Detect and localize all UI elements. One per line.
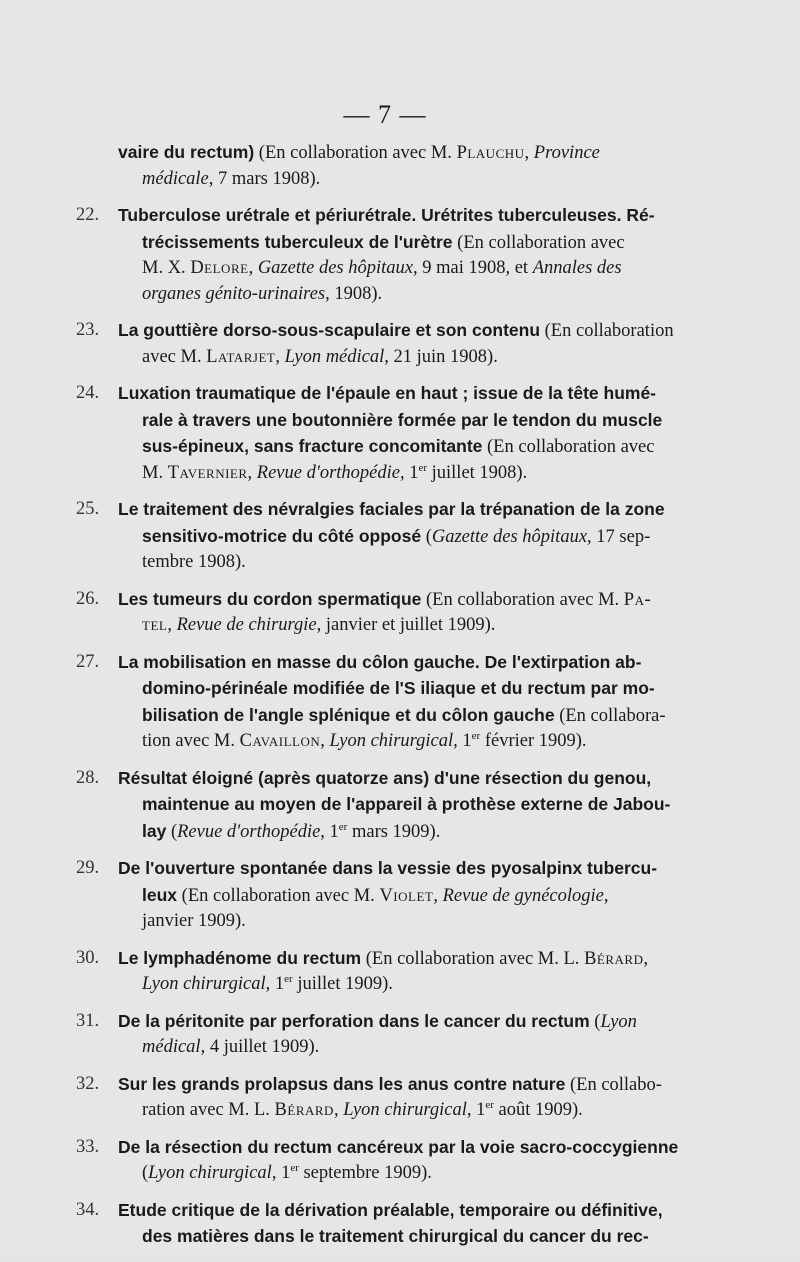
bibliography-entry	[0, 1072, 800, 1124]
text-segment: (En collabo-	[565, 1074, 662, 1095]
text-segment: Province	[533, 143, 600, 163]
text-segment: (	[421, 526, 432, 547]
text-segment: ,	[320, 731, 330, 751]
entry-line	[118, 1135, 700, 1162]
text-segment: er	[418, 461, 428, 474]
entry-number: 28.	[76, 767, 100, 788]
bibliography-entry	[0, 497, 800, 576]
text-segment: (	[166, 821, 178, 842]
entry-line	[118, 408, 700, 435]
text-segment: ,	[524, 143, 534, 163]
entry-line	[118, 946, 700, 973]
text-segment: Les tumeurs du cordon spermatique	[118, 588, 422, 609]
bibliography-entry	[0, 1009, 800, 1061]
text-segment: tembre 1908).	[142, 552, 246, 572]
entry-number: 31.	[76, 1010, 100, 1031]
text-segment: , 1	[320, 821, 339, 842]
text-segment: mars 1909).	[347, 821, 441, 842]
text-segment: ,	[248, 258, 258, 278]
entry-line	[118, 703, 700, 730]
entry-line	[118, 381, 700, 408]
text-segment: Tuberculose urétrale et périurétrale. Urétrites tuberculeuses. Ré-	[118, 205, 655, 225]
entry-number: 27.	[76, 651, 100, 672]
text-segment: (	[142, 1163, 149, 1183]
text-segment: Pa-	[623, 589, 652, 610]
entry-line	[118, 203, 700, 230]
entry-line	[118, 972, 700, 998]
text-segment: , janvier et juillet 1909).	[316, 615, 496, 635]
text-segment: organes génito-urinaires	[142, 283, 326, 304]
entry-line	[118, 676, 700, 703]
text-segment: Annales des	[532, 258, 622, 278]
entry-line	[118, 550, 700, 576]
text-segment: juillet 1909).	[292, 974, 393, 994]
text-segment: ,	[643, 948, 649, 969]
bibliography-entry	[0, 650, 800, 755]
text-segment: (En collabora-	[554, 705, 666, 726]
text-segment: Bérard	[584, 948, 644, 969]
text-segment: Revue d'orthopédie	[256, 462, 400, 483]
text-segment: , 9 mai 1908, et	[412, 258, 533, 278]
text-segment: M. X.	[142, 258, 191, 278]
entry-number: 23.	[76, 320, 100, 340]
text-segment: De la péritonite par perforation dans le cancer du rectum	[118, 1010, 590, 1031]
text-segment: er	[485, 1098, 494, 1111]
entry-line	[118, 1198, 700, 1225]
entry-line	[118, 230, 700, 257]
text-segment: février 1909).	[480, 731, 587, 751]
text-segment: Revue de gynécologie	[442, 885, 604, 906]
text-segment: Revue d'orthopédie	[177, 821, 321, 842]
text-segment: rale à travers une boutonnière formée par le tendon du muscle	[142, 409, 663, 430]
text-segment: (En collaboration avec	[452, 232, 625, 253]
entry-number: 24.	[76, 383, 100, 403]
entry-line	[118, 729, 700, 755]
text-segment: Bérard	[274, 1100, 334, 1120]
text-segment: maintenue au moyen de l'appareil à prothèse externe de Jabou-	[142, 794, 671, 814]
text-segment: ,	[603, 885, 609, 906]
entry-number: 33.	[76, 1136, 100, 1157]
entry-line	[118, 140, 700, 167]
entry-number: 34.	[76, 1199, 100, 1220]
text-segment: des matières dans le traitement chirurgical du cancer du rec-	[142, 1226, 649, 1246]
text-segment: Latarjet	[206, 346, 276, 367]
entry-number: 29.	[76, 858, 100, 878]
text-segment: Gazette des hôpitaux	[257, 258, 413, 278]
text-segment: Gazette des hôpitaux	[431, 526, 588, 547]
page-number: — 7 —	[343, 100, 427, 129]
text-segment: ,	[247, 462, 257, 483]
entry-line	[118, 461, 700, 487]
text-segment: er	[284, 972, 293, 985]
entry-line	[118, 497, 700, 524]
entry-number: 25.	[76, 499, 100, 519]
text-segment: Luxation traumatique de l'épaule en haut ; issue de la tête humé-	[118, 383, 657, 403]
text-segment: (En collaboration avec M. L.	[361, 948, 585, 969]
entry-line	[118, 766, 700, 793]
text-segment: ,	[433, 885, 443, 906]
entry-line	[118, 167, 700, 193]
text-segment: , 1	[399, 462, 419, 483]
bibliography-entry	[0, 381, 800, 486]
text-segment: Lyon médical	[284, 346, 385, 367]
text-segment: ration avec M. L.	[142, 1100, 275, 1120]
text-segment: La mobilisation en masse du côlon gauche. De l'extirpation ab-	[118, 651, 642, 672]
text-segment: ,	[167, 615, 177, 635]
text-segment: Lyon chirurgical	[148, 1163, 272, 1183]
text-segment: er	[290, 1161, 299, 1174]
text-segment: domino-périnéale modifiée de l'S iliaque et du rectum par mo-	[142, 678, 655, 698]
text-segment: juillet 1908).	[427, 462, 528, 483]
entry-line	[118, 792, 700, 819]
text-segment: De la résection du rectum cancéreux par la voie sacro-coccygienne	[118, 1136, 679, 1157]
entry-line	[118, 587, 700, 614]
entry-line	[118, 883, 700, 910]
text-segment: La gouttière dorso-sous-scapulaire et son contenu	[118, 320, 541, 340]
text-segment: Le lymphadénome du rectum	[118, 947, 362, 968]
entry-line	[118, 1098, 700, 1124]
text-segment: , 7 mars 1908).	[208, 168, 321, 189]
entry-line	[118, 613, 700, 639]
text-segment: Violet	[379, 885, 434, 906]
text-segment: lay	[142, 820, 167, 841]
bibliography-entry	[0, 587, 800, 639]
text-segment: ,	[275, 346, 285, 367]
bibliography-entry	[0, 766, 800, 846]
text-segment: Lyon chirurgical	[142, 974, 266, 994]
text-segment: sus-épineux, sans fracture concomitante	[142, 436, 483, 456]
text-segment: Plauchu	[456, 143, 525, 163]
text-segment: leux	[142, 884, 178, 905]
text-segment: médicale	[142, 168, 209, 189]
entry-line	[118, 819, 700, 846]
entry-line	[118, 1161, 700, 1187]
entry-line	[118, 650, 700, 677]
text-segment: er	[471, 729, 481, 742]
text-segment: Sur les grands prolapsus dans les anus contre nature	[118, 1073, 566, 1094]
text-segment: vaire du rectum)	[118, 142, 255, 162]
entry-line	[118, 434, 700, 461]
text-segment: ,	[333, 1100, 344, 1120]
text-segment: , 1	[271, 1163, 291, 1183]
entry-number: 32.	[76, 1073, 100, 1094]
text-segment: , 21 juin 1908).	[384, 346, 498, 367]
text-segment: , 4 juillet 1909).	[200, 1037, 320, 1057]
text-segment: M.	[142, 462, 168, 483]
text-segment: , 1	[265, 974, 285, 994]
bibliography-entry	[0, 946, 800, 998]
text-segment: tion avec M.	[142, 731, 240, 751]
entry-line	[118, 318, 700, 345]
text-segment: , 1	[466, 1100, 486, 1120]
text-segment: (En collaboration avec	[482, 437, 655, 457]
text-segment: Tavernier	[167, 462, 248, 483]
text-segment: Lyon	[600, 1011, 637, 1032]
bibliography-entry	[0, 140, 800, 192]
entry-line	[118, 1035, 700, 1061]
entry-line	[118, 1224, 700, 1251]
text-segment: er	[338, 820, 348, 833]
entry-line	[118, 524, 700, 551]
text-segment: Lyon chirurgical	[343, 1100, 467, 1120]
text-segment: Etude critique de la dérivation préalable, temporaire ou définitive,	[118, 1199, 663, 1220]
entry-line	[118, 282, 700, 308]
text-segment: Résultat éloigné (après quatorze ans) d'une résection du genou,	[118, 767, 652, 788]
text-segment: De l'ouverture spontanée dans la vessie des pyosalpinx tubercu-	[118, 858, 658, 878]
text-segment: août 1909).	[493, 1100, 583, 1120]
text-segment: Revue de chirurgie	[176, 615, 317, 635]
text-segment: Lyon chirurgical	[329, 731, 454, 751]
text-segment: Cavaillon	[239, 731, 321, 751]
text-segment: (En collaboration avec M.	[177, 885, 380, 906]
text-segment: (	[589, 1011, 601, 1032]
entry-line	[118, 345, 700, 371]
bibliography-entry	[0, 203, 800, 307]
text-segment: bilisation de l'angle splénique et du côlon gauche	[142, 704, 555, 725]
entry-line	[118, 1072, 700, 1099]
text-segment: (En collaboration avec M.	[421, 589, 624, 610]
text-segment: , 1908).	[325, 283, 383, 304]
text-segment: (En collaboration	[540, 321, 674, 341]
text-segment: avec M.	[142, 346, 207, 367]
text-segment: (En collaboration avec M.	[254, 143, 457, 163]
bibliography-entry	[0, 1135, 800, 1187]
bibliography-entry	[0, 856, 800, 935]
entry-line	[118, 856, 700, 883]
bibliography-list	[0, 140, 800, 1262]
text-segment: janvier 1909).	[142, 911, 246, 931]
entry-number: 22.	[76, 205, 100, 225]
bibliography-entry	[0, 1198, 800, 1251]
text-segment: Le traitement des névralgies faciales par la trépanation de la zone	[118, 499, 665, 519]
text-segment: trécissements tuberculeux de l'urètre	[142, 231, 453, 252]
text-segment: , 17 sep-	[587, 526, 651, 547]
text-segment: sensitivo-motrice du côté opposé	[142, 525, 422, 546]
entry-number: 30.	[76, 947, 100, 968]
text-segment: médical	[142, 1037, 201, 1057]
text-segment: , 1	[453, 731, 472, 751]
bibliography-entry	[0, 318, 800, 370]
text-segment: Delore	[190, 258, 249, 278]
entry-line	[118, 256, 700, 282]
entry-number: 26.	[76, 588, 100, 609]
text-segment: septembre 1909).	[298, 1163, 432, 1183]
text-segment: tel	[142, 615, 168, 635]
entry-line	[118, 1009, 700, 1036]
entry-line	[118, 909, 700, 935]
